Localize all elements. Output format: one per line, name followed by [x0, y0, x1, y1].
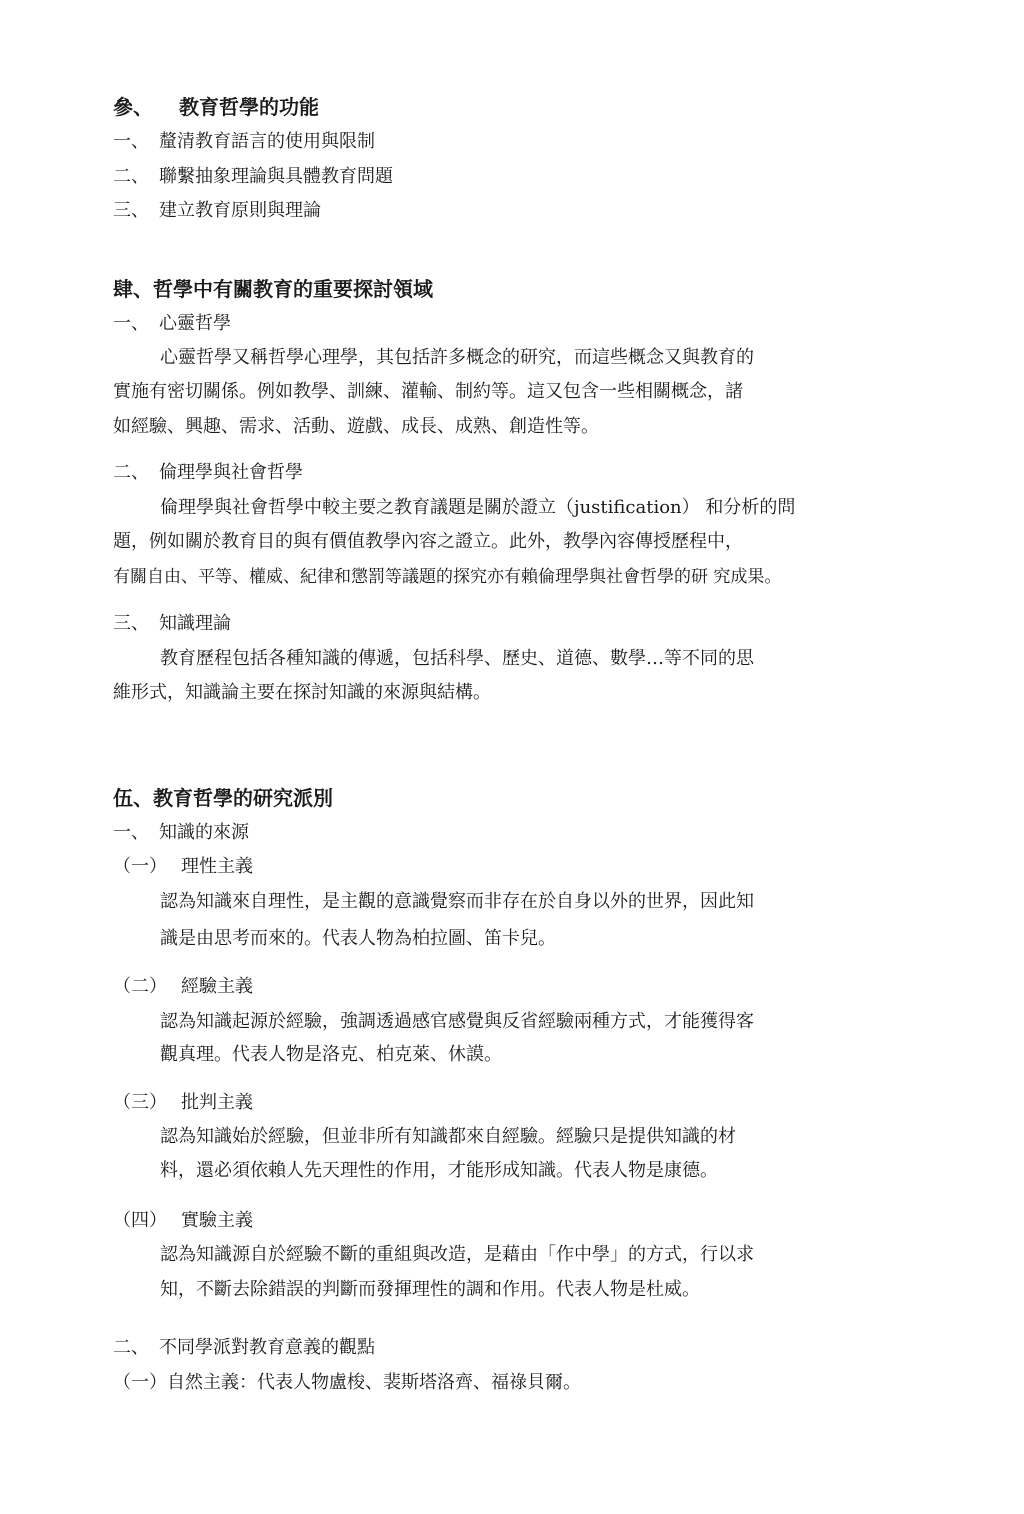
section-3-heading: [113, 94, 319, 120]
list-item: [113, 199, 321, 223]
section-4-heading: 肆、哲學中有關教育的重要探討領域: [113, 277, 433, 301]
paragraph-line: 料，還必須依賴人先天理性的作用，才能形成知識。代表人物是康德。: [160, 1160, 718, 1181]
section-3-number: 參、: [113, 95, 153, 119]
paragraph-line: 題，例如關於教育目的與有價值教學內容之證立。此外，教學內容傳授歷程中，: [113, 531, 743, 552]
school-heading: [113, 975, 253, 999]
item-marker: 一、: [113, 313, 149, 334]
paragraph-line: 心靈哲學又稱哲學心理學，其包括許多概念的研究，而這些概念又與教育的: [160, 347, 754, 368]
section-5-heading: 伍、教育哲學的研究派別: [113, 786, 333, 810]
paragraph-line: 如經驗、興趣、需求、活動、遊戲、成長、成熟、創造性等。: [113, 416, 599, 437]
item-marker: 一、: [113, 822, 149, 843]
paragraph-line: 教育歷程包括各種知識的傳遞，包括科學、歷史、道德、數學…等不同的思: [160, 648, 754, 669]
item-text: 心靈哲學: [159, 313, 231, 334]
school-name: 經驗主義: [181, 976, 253, 997]
item-text: 不同學派對教育意義的觀點: [159, 1337, 375, 1358]
paragraph-line: （一）自然主義：代表人物盧梭、裴斯塔洛齊、福祿貝爾。: [113, 1372, 581, 1393]
subsection-heading: [113, 312, 231, 336]
school-marker: （四）: [113, 1210, 167, 1231]
school-heading: [113, 1209, 253, 1233]
paragraph-line: 有關自由、平等、權威、紀律和懲罰等議題的探究亦有賴倫理學與社會哲學的研 究成果。: [113, 567, 782, 587]
item-marker: 一、: [113, 131, 149, 152]
paragraph-line: 認為知識始於經驗，但並非所有知識都來自經驗。經驗只是提供知識的材: [160, 1126, 736, 1147]
school-heading: [113, 1091, 253, 1115]
paragraph-line: 認為知識起源於經驗，強調透過感官感覺與反省經驗兩種方式，才能獲得客: [160, 1011, 754, 1032]
item-marker: 三、: [113, 200, 149, 221]
paragraph-line: 認為知識來自理性，是主觀的意識覺察而非存在於自身以外的世界，因此知: [160, 891, 754, 912]
paragraph-line: 認為知識源自於經驗不斷的重組與改造，是藉由「作中學」的方式，行以求: [160, 1244, 754, 1265]
section-3-title: 教育哲學的功能: [179, 95, 319, 119]
paragraph-line: 知，不斷去除錯誤的判斷而發揮理性的調和作用。代表人物是杜威。: [160, 1279, 700, 1300]
item-text: 建立教育原則與理論: [159, 200, 321, 221]
school-marker: （一）: [113, 856, 167, 877]
item-marker: 二、: [113, 166, 149, 187]
school-marker: （二）: [113, 976, 167, 997]
paragraph-line: 倫理學與社會哲學中較主要之教育議題是關於證立（justification） 和分析的問: [160, 497, 796, 518]
subsection-heading: [113, 1336, 375, 1360]
school-name: 理性主義: [181, 856, 253, 877]
item-text: 聯繫抽象理論與具體教育問題: [159, 166, 393, 187]
paragraph-line: 識是由思考而來的。代表人物為柏拉圖、笛卡兒。: [160, 928, 556, 949]
school-name: 批判主義: [181, 1092, 253, 1113]
school-name: 實驗主義: [181, 1210, 253, 1231]
paragraph-line: 觀真理。代表人物是洛克、柏克萊、休謨。: [160, 1044, 502, 1065]
subsection-heading: [113, 612, 231, 636]
subsection-heading: [113, 821, 249, 845]
item-text: 釐清教育語言的使用與限制: [159, 131, 375, 152]
item-text: 倫理學與社會哲學: [159, 462, 303, 483]
school-marker: （三）: [113, 1092, 167, 1113]
subsection-heading: [113, 461, 303, 485]
item-marker: 二、: [113, 1337, 149, 1358]
item-text: 知識的來源: [159, 822, 249, 843]
item-marker: 二、: [113, 462, 149, 483]
list-item: [113, 165, 393, 189]
paragraph-line: 維形式，知識論主要在探討知識的來源與結構。: [113, 682, 491, 703]
item-marker: 三、: [113, 613, 149, 634]
paragraph-line: 實施有密切關係。例如教學、訓練、灌輸、制約等。這又包含一些相關概念，諸: [113, 381, 743, 402]
item-text: 知識理論: [159, 613, 231, 634]
list-item: [113, 130, 375, 154]
school-heading: [113, 855, 253, 879]
